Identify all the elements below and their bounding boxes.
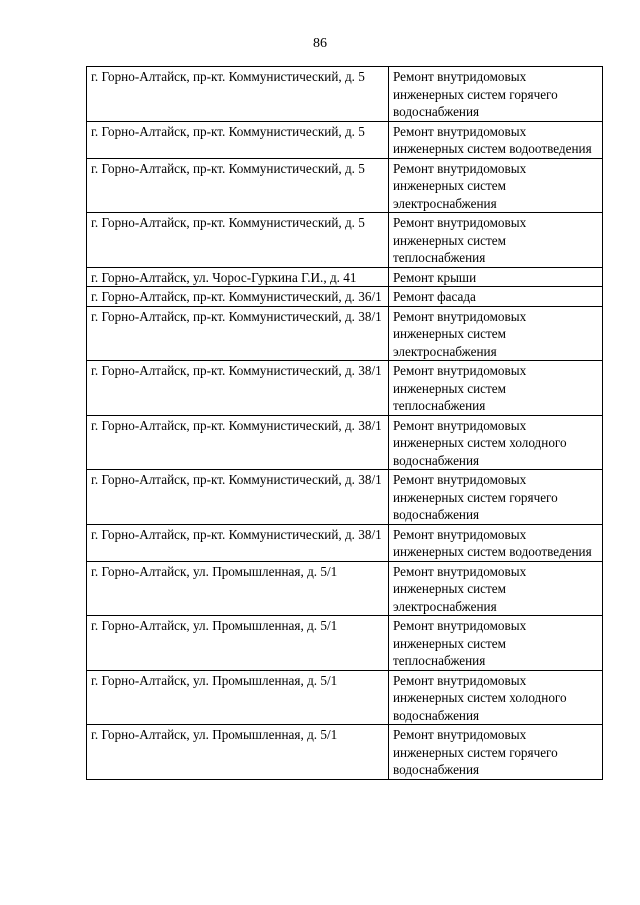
page-number: 86	[313, 36, 327, 51]
work-type-cell: Ремонт внутридомовых инженерных систем теплоснабжения	[389, 616, 603, 671]
work-type-cell: Ремонт внутридомовых инженерных систем водоотведения	[389, 121, 603, 158]
work-type-cell: Ремонт крыши	[389, 267, 603, 287]
table-row	[87, 213, 603, 268]
work-type-cell: Ремонт внутридомовых инженерных систем электроснабжения	[389, 306, 603, 361]
table-row	[87, 725, 603, 780]
address-cell: г. Горно-Алтайск, ул. Промышленная, д. 5/1	[87, 725, 389, 780]
address-cell: г. Горно-Алтайск, пр-кт. Коммунистический, д. 38/1	[87, 470, 389, 525]
work-type-cell: Ремонт внутридомовых инженерных систем теплоснабжения	[389, 361, 603, 416]
address-cell: г. Горно-Алтайск, пр-кт. Коммунистический, д. 5	[87, 158, 389, 213]
table-row	[87, 121, 603, 158]
address-cell: г. Горно-Алтайск, ул. Чорос-Гуркина Г.И., д. 41	[87, 267, 389, 287]
table-row	[87, 415, 603, 470]
address-cell: г. Горно-Алтайск, пр-кт. Коммунистический, д. 38/1	[87, 524, 389, 561]
work-type-cell: Ремонт внутридомовых инженерных систем теплоснабжения	[389, 213, 603, 268]
work-type-cell: Ремонт внутридомовых инженерных систем горячего водоснабжения	[389, 67, 603, 122]
work-type-cell: Ремонт внутридомовых инженерных систем горячего водоснабжения	[389, 470, 603, 525]
address-cell: г. Горно-Алтайск, ул. Промышленная, д. 5/1	[87, 616, 389, 671]
table-row	[87, 616, 603, 671]
work-type-cell: Ремонт внутридомовых инженерных систем холодного водоснабжения	[389, 670, 603, 725]
address-cell: г. Горно-Алтайск, пр-кт. Коммунистический, д. 38/1	[87, 306, 389, 361]
table-row	[87, 67, 603, 122]
table-row	[87, 561, 603, 616]
table-row	[87, 267, 603, 287]
table-row	[87, 287, 603, 307]
table-row	[87, 361, 603, 416]
address-cell: г. Горно-Алтайск, пр-кт. Коммунистический, д. 38/1	[87, 415, 389, 470]
repair-works-table	[86, 66, 603, 780]
work-type-cell: Ремонт внутридомовых инженерных систем холодного водоснабжения	[389, 415, 603, 470]
table-row	[87, 524, 603, 561]
address-cell: г. Горно-Алтайск, пр-кт. Коммунистический, д. 5	[87, 213, 389, 268]
address-cell: г. Горно-Алтайск, пр-кт. Коммунистический, д. 36/1	[87, 287, 389, 307]
address-cell: г. Горно-Алтайск, пр-кт. Коммунистический, д. 38/1	[87, 361, 389, 416]
table-row	[87, 158, 603, 213]
table-row	[87, 670, 603, 725]
address-cell: г. Горно-Алтайск, ул. Промышленная, д. 5/1	[87, 561, 389, 616]
work-type-cell: Ремонт внутридомовых инженерных систем горячего водоснабжения	[389, 725, 603, 780]
work-type-cell: Ремонт внутридомовых инженерных систем водоотведения	[389, 524, 603, 561]
work-type-cell: Ремонт внутридомовых инженерных систем электроснабжения	[389, 561, 603, 616]
work-type-cell: Ремонт внутридомовых инженерных систем электроснабжения	[389, 158, 603, 213]
table-row	[87, 470, 603, 525]
address-cell: г. Горно-Алтайск, пр-кт. Коммунистический, д. 5	[87, 67, 389, 122]
address-cell: г. Горно-Алтайск, пр-кт. Коммунистический, д. 5	[87, 121, 389, 158]
work-type-cell: Ремонт фасада	[389, 287, 603, 307]
table-row	[87, 306, 603, 361]
address-cell: г. Горно-Алтайск, ул. Промышленная, д. 5/1	[87, 670, 389, 725]
